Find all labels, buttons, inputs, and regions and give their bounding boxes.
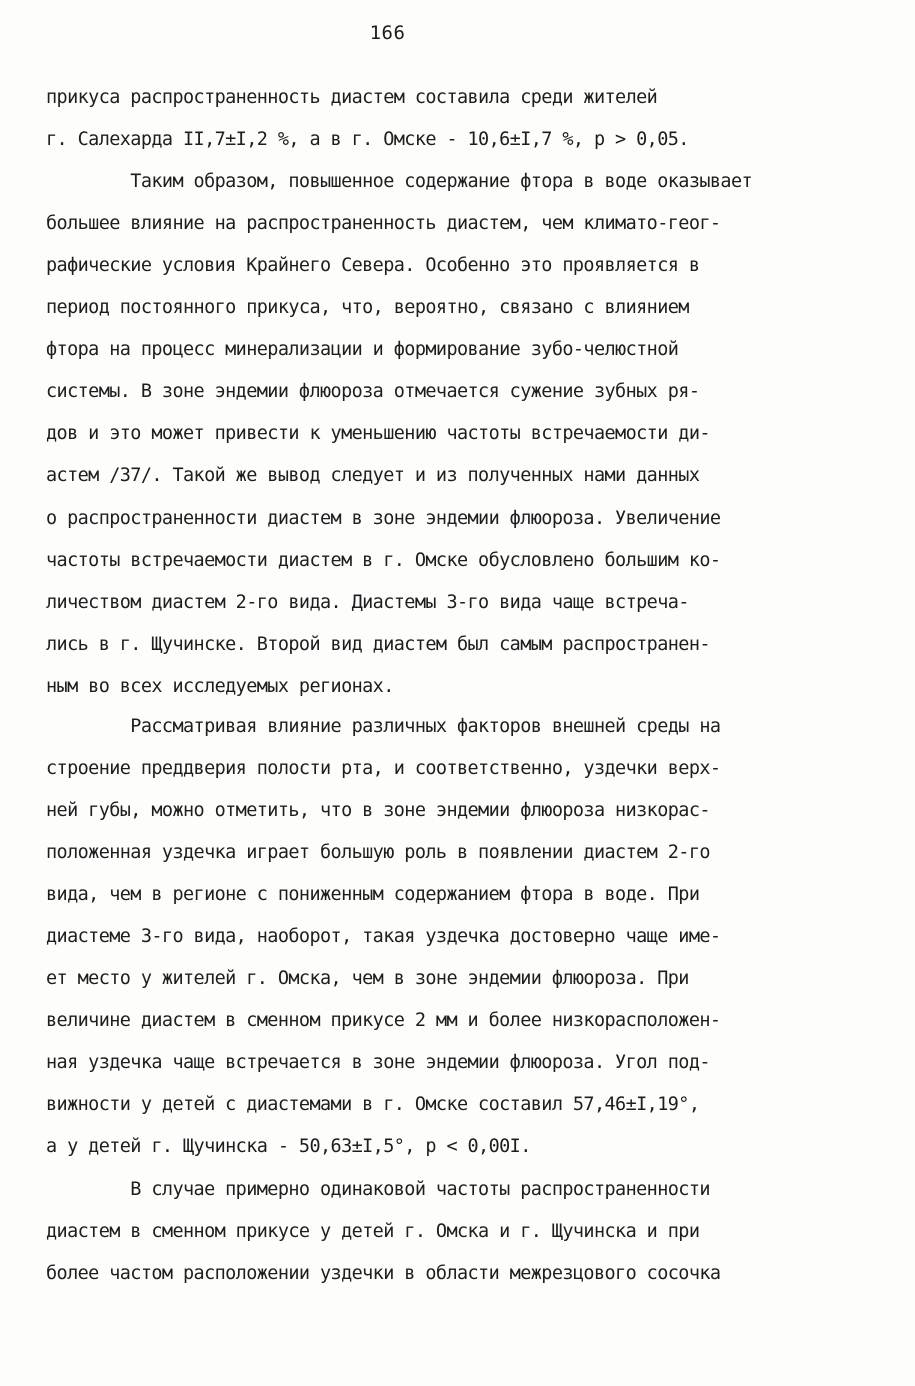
text-line: период постоянного прикуса, что, вероятно, связано с влиянием — [46, 297, 689, 318]
text-line: более частом расположении уздечки в области межрезцового сосочка — [46, 1263, 721, 1284]
text-line: системы. В зоне эндемии флюороза отмечается сужение зубных ря- — [46, 381, 700, 402]
text-line: астем /37/. Такой же вывод следует и из полученных нами данных — [46, 465, 700, 486]
text-line: Таким образом, повышенное содержание фтора в воде оказывает — [46, 171, 753, 192]
text-line: лись в г. Щучинске. Второй вид диастем был самым распространен- — [46, 634, 710, 655]
text-line: диастем в сменном прикусе у детей г. Омска и г. Щучинска и при — [46, 1221, 700, 1242]
text-line: ней губы, можно отметить, что в зоне эндемии флюороза низкорас- — [46, 800, 710, 821]
text-line: диастеме 3-го вида, наоборот, такая уздечка достоверно чаще име- — [46, 926, 721, 947]
text-line: личеством диастем 2-го вида. Диастемы 3-го вида чаще встреча- — [46, 592, 689, 613]
text-line: положенная уздечка играет большую роль в появлении диастем 2-го — [46, 842, 710, 863]
text-line: В случае примерно одинаковой частоты распространенности — [46, 1179, 710, 1200]
text-line: частоты встречаемости диастем в г. Омске обусловлено большим ко- — [46, 550, 721, 571]
text-line: прикуса распространенность диастем составила среди жителей — [46, 87, 658, 108]
text-line: ет место у жителей г. Омска, чем в зоне эндемии флюороза. При — [46, 968, 689, 989]
text-line: большее влияние на распространенность диастем, чем климато-геог- — [46, 213, 721, 234]
text-line: вижности у детей с диастемами в г. Омске составил 57,46±I,19°, — [46, 1094, 700, 1115]
text-line: вида, чем в регионе с пониженным содержанием фтора в воде. При — [46, 884, 700, 905]
text-line: Рассматривая влияние различных факторов внешней среды на — [46, 716, 721, 737]
text-line: а у детей г. Щучинска - 50,63±I,5°, р < 0,00I. — [46, 1136, 531, 1157]
text-line: г. Салехарда II,7±I,2 %, а в г. Омске - 10,6±I,7 %, р > 0,05. — [46, 129, 689, 150]
text-line: строение преддверия полости рта, и соответственно, уздечки верх- — [46, 758, 721, 779]
text-line: дов и это может привести к уменьшению частоты встречаемости ди- — [46, 423, 710, 444]
page-number: 166 — [369, 22, 406, 44]
text-line: о распространенности диастем в зоне эндемии флюороза. Увеличение — [46, 508, 721, 529]
text-line: рафические условия Крайнего Севера. Особенно это проявляется в — [46, 255, 700, 276]
text-line: ным во всех исследуемых регионах. — [46, 676, 394, 697]
text-line: ная уздечка чаще встречается в зоне эндемии флюороза. Угол под- — [46, 1052, 710, 1073]
text-line: фтора на процесс минерализации и формирование зубо-челюстной — [46, 339, 679, 360]
text-line: величине диастем в сменном прикусе 2 мм и более низкорасположен- — [46, 1010, 721, 1031]
